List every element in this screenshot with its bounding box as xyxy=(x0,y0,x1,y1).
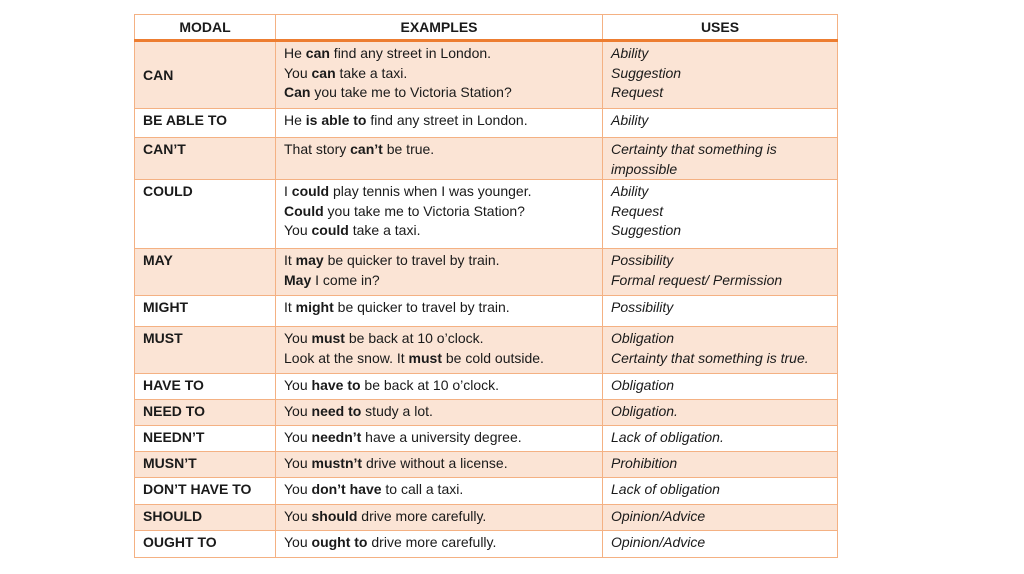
example-line xyxy=(284,376,594,396)
example-text: take a taxi. xyxy=(348,222,421,238)
header-modal: MODAL xyxy=(135,15,276,41)
example-text: That story xyxy=(284,141,351,157)
example-text: to call a taxi. xyxy=(381,481,464,497)
use-line: Obligation xyxy=(611,330,675,346)
examples-cell xyxy=(276,327,603,374)
example-text: It xyxy=(284,299,296,315)
header-row xyxy=(135,15,838,41)
modal-verb-highlight: could xyxy=(311,222,349,238)
uses-cell xyxy=(603,327,838,374)
table-row xyxy=(135,505,838,531)
uses-cell xyxy=(603,138,838,180)
example-text: find any street in London. xyxy=(366,112,528,128)
uses-cell xyxy=(603,478,838,505)
uses-cell xyxy=(603,452,838,478)
table-row xyxy=(135,296,838,327)
examples-cell xyxy=(276,41,603,109)
example-line xyxy=(284,402,594,422)
examples-cell xyxy=(276,426,603,452)
modal-verb-highlight: don’t have xyxy=(311,481,382,497)
table-row xyxy=(135,41,838,109)
example-text: drive without a license. xyxy=(362,455,508,471)
table-row xyxy=(135,374,838,400)
example-line xyxy=(284,251,594,271)
table-row xyxy=(135,138,838,180)
examples-cell xyxy=(276,531,603,558)
use-line: Suggestion xyxy=(611,222,682,238)
example-text: be quicker to travel by train. xyxy=(333,299,510,315)
modal-verbs-table xyxy=(134,14,838,558)
example-line xyxy=(284,298,594,318)
example-line xyxy=(284,349,594,369)
use-line: Ability xyxy=(611,112,649,128)
modal-verb-highlight: may xyxy=(295,252,324,268)
use-line: Opinion/Advice xyxy=(611,534,706,550)
modal-cell: OUGHT TO xyxy=(135,531,276,558)
example-line xyxy=(284,329,594,349)
use-line: Possibility xyxy=(611,252,674,268)
example-text: be back at 10 o’clock. xyxy=(344,330,484,346)
example-text: you take me to Victoria Station? xyxy=(323,202,525,219)
use-line: Prohibition xyxy=(611,455,678,471)
example-text: have a university degree. xyxy=(361,429,522,445)
examples-cell xyxy=(276,478,603,505)
uses-cell xyxy=(603,400,838,426)
use-line: Certainty that something is impossible xyxy=(611,141,777,177)
example-line xyxy=(284,111,594,131)
modal-cell: SHOULD xyxy=(135,505,276,531)
table-row xyxy=(135,426,838,452)
use-line: Obligation xyxy=(611,377,675,393)
table-row xyxy=(135,478,838,505)
example-text: You xyxy=(284,481,312,497)
modal-verb-highlight: Can xyxy=(284,84,311,100)
modal-cell: MIGHT xyxy=(135,296,276,327)
examples-cell xyxy=(276,249,603,296)
use-line: Obligation. xyxy=(611,403,678,419)
example-line xyxy=(284,140,594,160)
example-text: You xyxy=(284,377,312,393)
modal-verb-highlight: May xyxy=(284,271,312,288)
modal-cell: NEEDN’T xyxy=(135,426,276,452)
header-uses: USES xyxy=(603,15,838,41)
example-line xyxy=(284,83,594,103)
uses-cell xyxy=(603,531,838,558)
example-text: You xyxy=(284,508,312,524)
modal-verb-highlight: might xyxy=(295,299,334,315)
modal-verb-highlight: ought to xyxy=(311,534,368,550)
uses-cell xyxy=(603,505,838,531)
modal-verb-highlight: mustn’t xyxy=(311,455,363,471)
example-text: You xyxy=(284,403,312,419)
examples-cell xyxy=(276,400,603,426)
modal-verb-highlight: should xyxy=(311,508,358,524)
modal-verb-highlight: can xyxy=(311,64,336,81)
examples-cell xyxy=(276,374,603,400)
modal-verb-highlight: needn’t xyxy=(311,429,362,445)
modal-verb-highlight: need to xyxy=(311,403,362,419)
example-text: find any street in London. xyxy=(329,45,492,61)
example-text: I come in? xyxy=(311,271,380,288)
example-text: drive more carefully. xyxy=(367,534,497,550)
example-text: take a taxi. xyxy=(335,64,408,81)
header-examples: EXAMPLES xyxy=(276,15,603,41)
example-text: You xyxy=(284,222,312,238)
modal-verb-highlight: Could xyxy=(284,202,324,219)
uses-cell xyxy=(603,426,838,452)
modal-cell: MAY xyxy=(135,249,276,296)
example-text: be cold outside. xyxy=(441,349,544,366)
modal-cell: HAVE TO xyxy=(135,374,276,400)
modal-verb-highlight: could xyxy=(291,183,330,199)
modal-verb-highlight: can’t xyxy=(350,141,383,157)
example-text: be back at 10 o’clock. xyxy=(360,377,500,393)
example-text: He xyxy=(284,45,306,61)
examples-cell xyxy=(276,138,603,180)
example-line xyxy=(284,44,594,64)
example-text: You xyxy=(284,330,312,346)
example-text: study a lot. xyxy=(361,403,433,419)
modal-cell: NEED TO xyxy=(135,400,276,426)
modal-cell: MUST xyxy=(135,327,276,374)
example-line xyxy=(284,182,594,202)
use-line: Suggestion xyxy=(611,64,682,81)
modal-cell: CAN xyxy=(135,41,276,109)
examples-cell xyxy=(276,452,603,478)
table-row xyxy=(135,249,838,296)
example-line xyxy=(284,202,594,222)
modal-cell: COULD xyxy=(135,180,276,249)
example-text: I xyxy=(284,183,292,199)
example-text: be quicker to travel by train. xyxy=(323,252,500,268)
modal-cell: BE ABLE TO xyxy=(135,109,276,138)
examples-cell xyxy=(276,296,603,327)
use-line: Ability xyxy=(611,45,649,61)
example-text: You xyxy=(284,64,312,81)
modal-verb-highlight: must xyxy=(311,330,345,346)
modal-verb-highlight: must xyxy=(408,349,442,366)
use-line: Possibility xyxy=(611,299,674,315)
example-text: drive more carefully. xyxy=(357,508,487,524)
modal-cell: CAN’T xyxy=(135,138,276,180)
examples-cell xyxy=(276,505,603,531)
modal-cell: DON’T HAVE TO xyxy=(135,478,276,505)
use-line: Request xyxy=(611,202,664,219)
example-text: you take me to Victoria Station? xyxy=(310,84,512,100)
example-text: play tennis when I was younger. xyxy=(329,183,532,199)
example-text: You xyxy=(284,455,312,471)
example-text: Look at the snow. It xyxy=(284,349,409,366)
use-line: Request xyxy=(611,84,664,100)
example-text: be true. xyxy=(382,141,435,157)
use-line: Lack of obligation xyxy=(611,481,720,497)
example-line xyxy=(284,507,594,527)
example-line xyxy=(284,480,594,500)
uses-cell xyxy=(603,249,838,296)
examples-cell xyxy=(276,109,603,138)
uses-cell xyxy=(603,180,838,249)
modal-verb-highlight: have to xyxy=(311,377,361,393)
modal-verb-highlight: is able to xyxy=(305,112,367,128)
example-line xyxy=(284,271,594,291)
example-line xyxy=(284,221,594,241)
examples-cell xyxy=(276,180,603,249)
example-text: You xyxy=(284,429,312,445)
example-text: He xyxy=(284,112,306,128)
example-line xyxy=(284,533,594,553)
example-line xyxy=(284,454,594,474)
example-line xyxy=(284,428,594,448)
table-row xyxy=(135,109,838,138)
uses-cell xyxy=(603,41,838,109)
use-line: Lack of obligation. xyxy=(611,429,724,445)
example-text: It xyxy=(284,252,296,268)
example-line xyxy=(284,64,594,84)
table-row xyxy=(135,400,838,426)
example-text: You xyxy=(284,534,312,550)
uses-cell xyxy=(603,296,838,327)
table-row xyxy=(135,531,838,558)
uses-cell xyxy=(603,109,838,138)
use-line: Certainty that something is true. xyxy=(611,349,809,366)
modal-verb-highlight: can xyxy=(305,45,330,61)
table-row xyxy=(135,180,838,249)
table-row xyxy=(135,327,838,374)
modal-cell: MUSN’T xyxy=(135,452,276,478)
use-line: Ability xyxy=(611,183,649,199)
use-line: Formal request/ Permission xyxy=(611,271,783,288)
use-line: Opinion/Advice xyxy=(611,508,706,524)
uses-cell xyxy=(603,374,838,400)
table-body xyxy=(135,41,838,558)
table-row xyxy=(135,452,838,478)
